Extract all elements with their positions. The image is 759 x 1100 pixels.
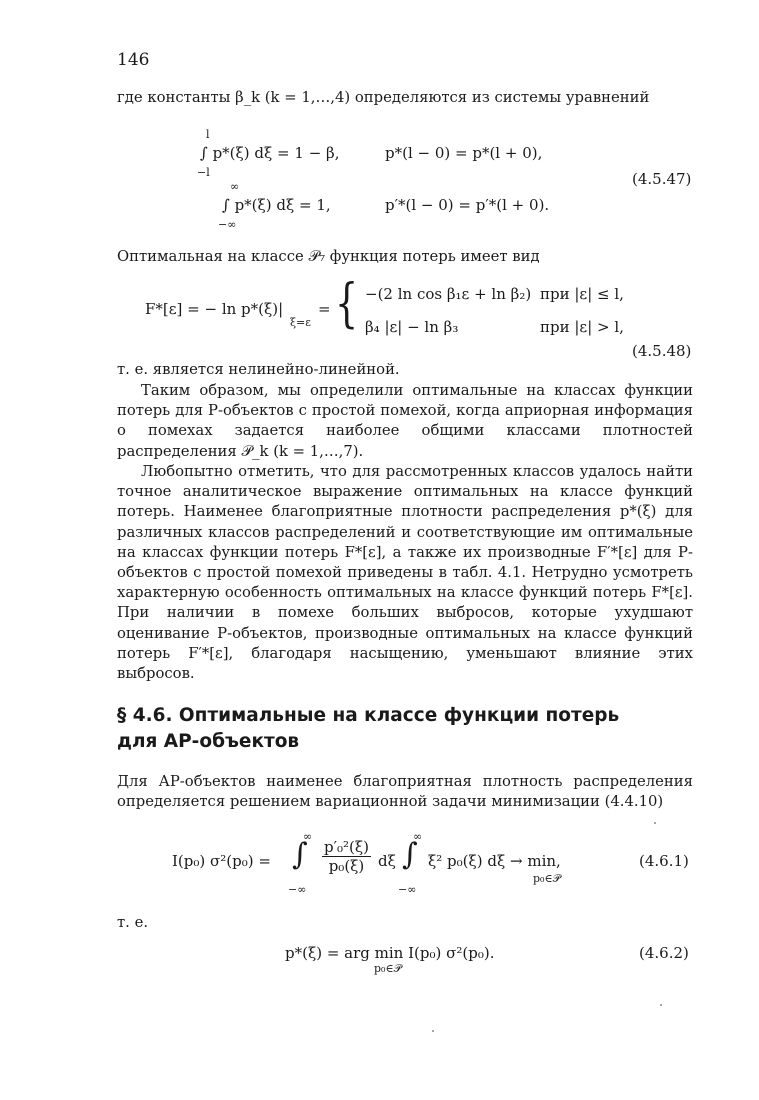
nonlinear-linear-text: т. е. является нелинейно-линейной. bbox=[117, 361, 400, 378]
integral-upper-limit: l bbox=[206, 128, 210, 141]
integral-lower-limit: −∞ bbox=[218, 218, 237, 231]
eq-row1-left: ∫ p*(ξ) dξ = 1 − β, bbox=[200, 144, 340, 162]
section-heading-line1: § 4.6. Оптимальные на классе функции потерь bbox=[117, 705, 620, 726]
section-heading-4-6 bbox=[117, 703, 697, 755]
integral-sign: ∫ bbox=[402, 837, 418, 872]
integral-lower-limit: −l bbox=[197, 166, 210, 179]
eq-integrand: ξ² p₀(ξ) dξ → min, bbox=[428, 852, 561, 870]
summary-paragraph: Таким образом, мы определили оптимальные на классах функции потерь для Р-объектов с простой помехой, когда априорная информация о помехах задается наиболее общими классами плотностей распределения 𝒫_k (k = 1,…,7). bbox=[117, 382, 693, 460]
scan-speck bbox=[660, 1004, 662, 1006]
eq-differential: dξ bbox=[378, 852, 396, 870]
integral-lower-limit: −∞ bbox=[398, 883, 417, 896]
eq-equals: = bbox=[318, 300, 331, 318]
equation-number: (4.6.2) bbox=[639, 944, 689, 962]
eq-row1-right: p*(l − 0) = p*(l + 0), bbox=[385, 144, 543, 162]
min-subscript: p₀∈𝒫 bbox=[533, 872, 561, 885]
eq-lhs: F*[ε] = − ln p*(ξ)| bbox=[145, 300, 284, 318]
scan-speck bbox=[654, 822, 656, 824]
ar-objects-paragraph: Для АР-объектов наименее благоприятная плотность распределения определяется решением вариационной задачи минимизации (4.4.10) bbox=[117, 773, 693, 811]
case1-expression: −(2 ln cos β₁ε + ln β₂) bbox=[365, 285, 532, 303]
loss-function-text: Оптимальная на классе 𝒫₇ функция потерь имеет вид bbox=[117, 248, 540, 265]
observation-paragraph: Любопытно отметить, что для рассмотренных классов удалось найти точное аналитическое выражение оптимальных на классе функций потерь. Наименее благоприятные плотности распределения p*(ξ) для различных классов распределений и соответствующие им оптимальные на классах функции потерь F*[ε], а также их производные F′*[ε] для Р-объектов с простой помехой приведены в табл. 4.1. Нетрудно усмотреть характерную особенность оптимальных на классе функций потерь F*[ε]. При наличии в помехе больших выбросов, которые ухудшают оценивание Р-объектов, производные оптимальных на классе функций потерь F′*[ε], благодаря насыщению, уменьшают влияние этих выбросов. bbox=[117, 463, 693, 683]
eq-lhs-subscript: ξ=ε bbox=[290, 316, 311, 329]
case2-condition: при |ε| > l, bbox=[540, 318, 624, 336]
case2-expression: β₄ |ε| − ln β₃ bbox=[365, 318, 459, 336]
section-heading-line2: для АР-объектов bbox=[117, 731, 300, 752]
eq-row2-left: ∫ p*(ξ) dξ = 1, bbox=[222, 196, 331, 214]
equation-number: (4.5.48) bbox=[632, 342, 692, 360]
eq-lhs: I(p₀) σ²(p₀) = bbox=[172, 852, 271, 870]
eq-body: p*(ξ) = arg min I(p₀) σ²(p₀). bbox=[285, 944, 495, 962]
integral-sign: ∫ bbox=[292, 837, 308, 872]
integral-upper-limit: ∞ bbox=[303, 830, 313, 843]
scan-speck bbox=[432, 1030, 434, 1032]
integral-upper-limit: ∞ bbox=[230, 180, 240, 193]
integral-lower-limit: −∞ bbox=[288, 883, 307, 896]
intro-text: где константы β_k (k = 1,…,4) определяются из системы уравнений bbox=[117, 89, 650, 106]
min-subscript: p₀∈𝒫 bbox=[374, 962, 402, 975]
fraction-numerator: p′₀²(ξ) bbox=[324, 838, 369, 856]
eq-row2-right: p′*(l − 0) = p′*(l + 0). bbox=[385, 196, 550, 214]
te-text: т. е. bbox=[117, 914, 149, 931]
case1-condition: при |ε| ≤ l, bbox=[540, 285, 624, 303]
fraction bbox=[322, 838, 371, 875]
fraction-denominator: p₀(ξ) bbox=[328, 857, 365, 875]
page-number: 146 bbox=[117, 50, 150, 70]
equation-number: (4.5.47) bbox=[632, 170, 692, 188]
equation-number: (4.6.1) bbox=[639, 852, 689, 870]
left-brace: { bbox=[334, 274, 359, 334]
integral-upper-limit: ∞ bbox=[413, 830, 423, 843]
